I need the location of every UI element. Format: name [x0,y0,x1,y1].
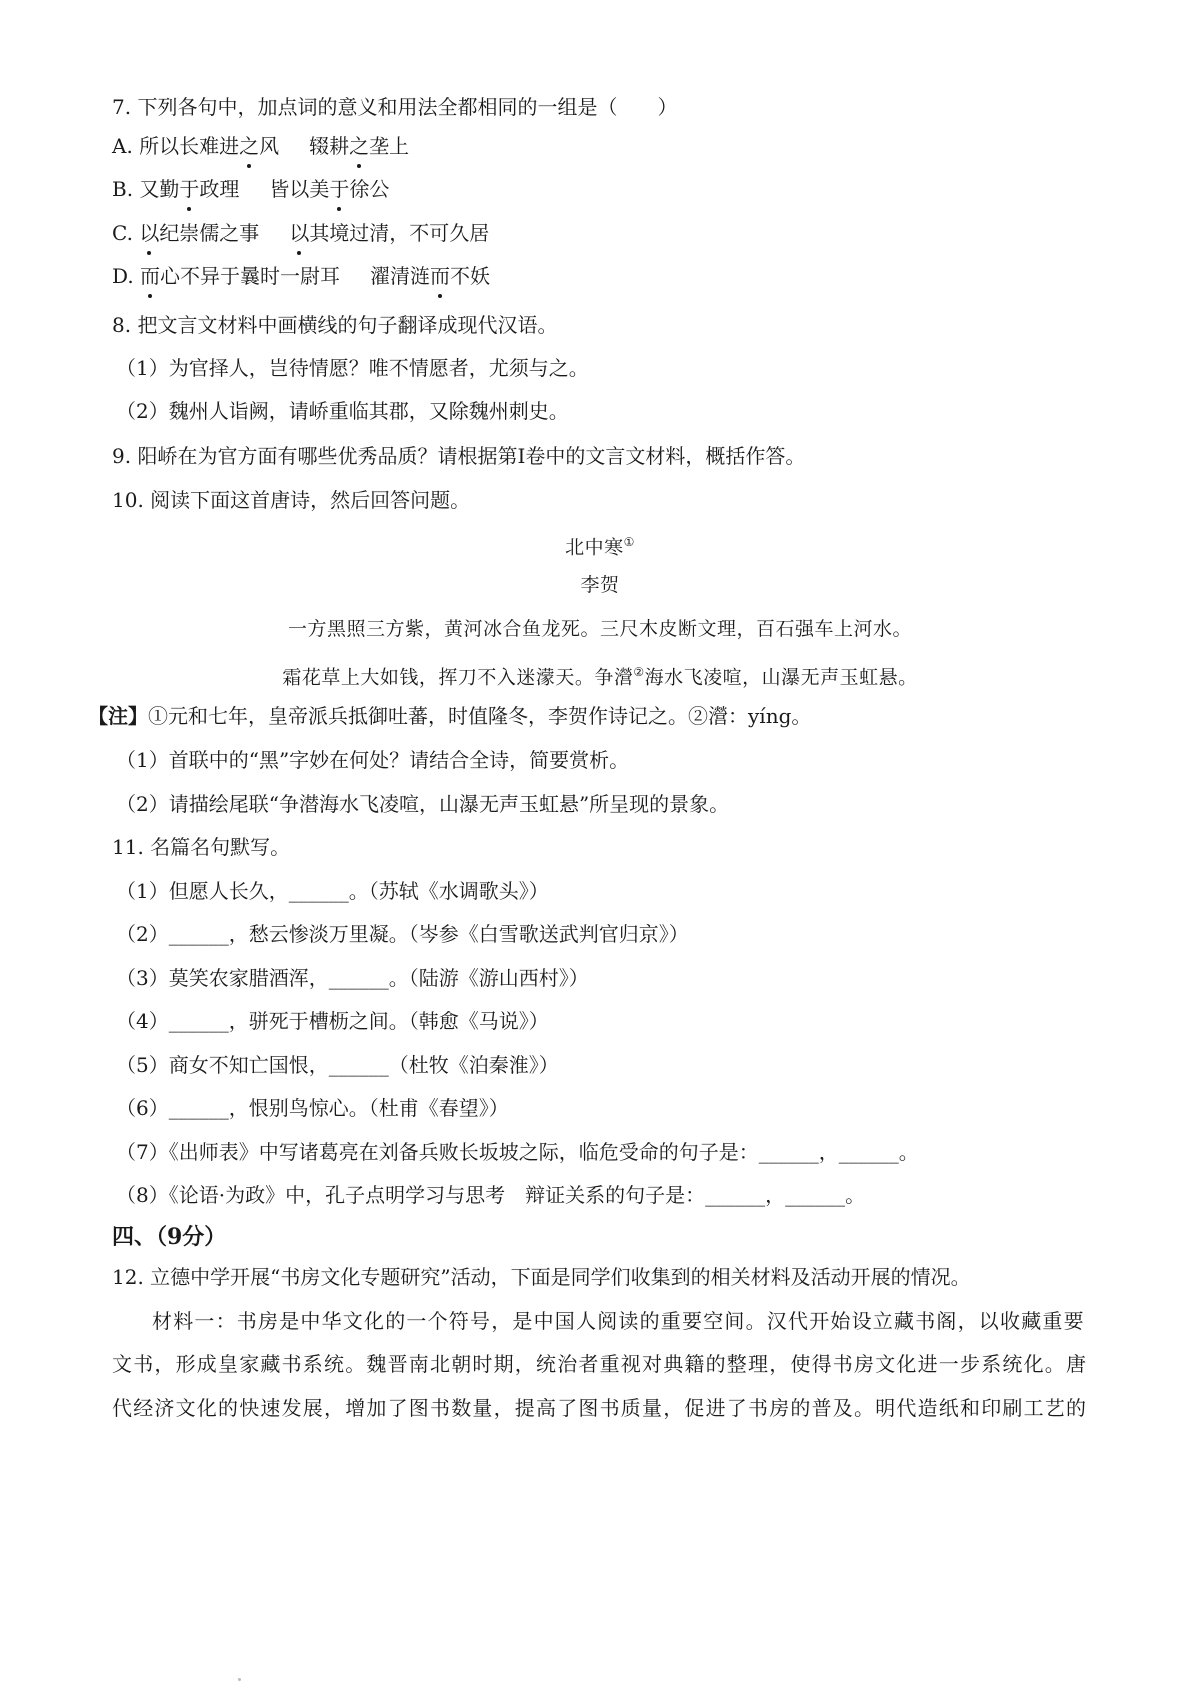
q11-item: （2）______，愁云惨淡万里凝。（岑参《白雪歌送武判官归京》） [116,922,689,946]
q11-item: （8）《论语·为政》中，孔子点明学习与思考 辩证关系的句子是：______，______。 [116,1183,866,1207]
material-paragraph: 材料一：书房是中华文化的一个符号，是中国人阅读的重要空间。汉代开始设立藏书阁，以收藏重要 [152,1309,1085,1333]
q8-sub-1: （1）为官择人，岂待情愿？唯不情愿者，尤须与之。 [116,356,589,380]
q8-sub-2: （2）魏州人诣阙，请峤重临其郡，又除魏州刺史。 [116,399,569,423]
q9-stem: 9. 阳峤在为官方面有哪些优秀品质？请根据第Ⅰ卷中的文言文材料，概括作答。 [112,444,806,468]
q11-stem: 11. 名篇名句默写。 [112,835,291,859]
option-label: B. [112,177,134,201]
sentence-text: 心不异于曩时一尉耳 [160,264,341,288]
section-heading: 四、（9分） [112,1224,227,1250]
q7-option-d[interactable] [112,261,490,291]
q11-item: （3）莫笑农家腊酒浑，______。（陆游《游山西村》） [116,966,589,990]
sentence-text: 风 [259,134,280,158]
poem-note [88,701,811,731]
sentence-text: 濯清涟 [370,264,431,288]
sentence-text: 其境过清，不可久居 [309,221,490,245]
option-label: C. [112,221,133,245]
poem-text: 海水飞凌喧，山瀑无声玉虹悬。 [644,666,918,689]
sentence-text: 皆以美 [269,177,330,201]
q11-item: （1）但愿人长久，______。（苏轼《水调歌头》） [116,879,549,903]
poem-text: 霜花草上大如钱，挥刀不入迷濛天。争瀯 [282,666,634,689]
footnote-marker: ② [633,665,645,679]
q12-stem: 12. 立德中学开展“书房文化专题研究”活动，下面是同学们收集到的相关材料及活动开展的情况。 [112,1265,971,1289]
dotted-word: 于 [179,174,199,204]
sentence-text: 又勤 [139,177,180,201]
sentence-text: 不妖 [450,264,491,288]
q10-sub-1: （1）首联中的“黑”字妙在何处？请结合全诗，简要赏析。 [116,748,630,772]
sentence-text: 政理 [199,177,240,201]
dotted-word: 以 [139,218,159,248]
q11-item: （6）______，恨别鸟惊心。（杜甫《春望》） [116,1096,509,1120]
poem-title-text: 北中寒 [565,536,624,559]
q7-option-c[interactable] [112,218,489,248]
note-text: ①元和七年，皇帝派兵抵御吐蕃，时值隆冬，李贺作诗记之。②瀯：yíng。 [148,704,812,728]
q10-sub-2: （2）请描绘尾联“争潜海水飞凌喧，山瀑无声玉虹悬”所呈现的景象。 [116,792,730,816]
poem-author: 李贺 [580,574,620,596]
sentence-text: 辍耕 [309,134,350,158]
q7-option-b[interactable] [112,174,389,204]
dotted-word: 以 [289,218,309,248]
dotted-word: 而 [430,261,450,291]
q11-item: （5）商女不知亡国恨，______（杜牧《泊秦淮》） [116,1053,559,1077]
note-label: 【注】 [88,704,148,728]
sentence-text: 所以长难进 [139,134,240,158]
q7-option-a[interactable] [112,131,409,161]
material-paragraph: 代经济文化的快速发展，增加了图书数量，提高了图书质量，促进了书房的普及。明代造纸和印刷工艺的 [112,1396,1088,1420]
poem-title [0,527,1200,562]
q7-stem: 7. 下列各句中，加点词的意义和用法全都相同的一组是（ ） [112,95,678,119]
dotted-word: 之 [239,131,259,161]
sentence-text: 垄上 [369,134,410,158]
dotted-word: 之 [349,131,369,161]
q10-stem: 10. 阅读下面这首唐诗，然后回答问题。 [112,488,471,512]
q11-item: （4）______，骈死于槽枥之间。（韩愈《马说》） [116,1009,549,1033]
dotted-word: 而 [140,261,160,291]
dotted-word: 于 [329,174,349,204]
sentence-text: 徐公 [349,177,390,201]
q8-stem: 8. 把文言文材料中画横线的句子翻译成现代汉语。 [112,313,558,337]
page-mark [238,1678,241,1681]
option-label: A. [112,134,133,158]
footnote-marker: ① [623,535,635,549]
option-label: D. [112,264,134,288]
sentence-text: 纪崇儒之事 [159,221,260,245]
material-paragraph: 文书，形成皇家藏书系统。魏晋南北朝时期，统治者重视对典籍的整理，使得书房文化进一步系统化。唐 [112,1352,1088,1376]
poem-line-2 [0,657,1200,692]
q11-item: （7）《出师表》中写诸葛亮在刘备兵败长坂坡之际，临危受命的句子是：______，______。 [116,1140,919,1164]
poem-line-1: 一方黑照三方紫，黄河冰合鱼龙死。三尺木皮断文理，百石强车上河水。 [287,618,912,640]
